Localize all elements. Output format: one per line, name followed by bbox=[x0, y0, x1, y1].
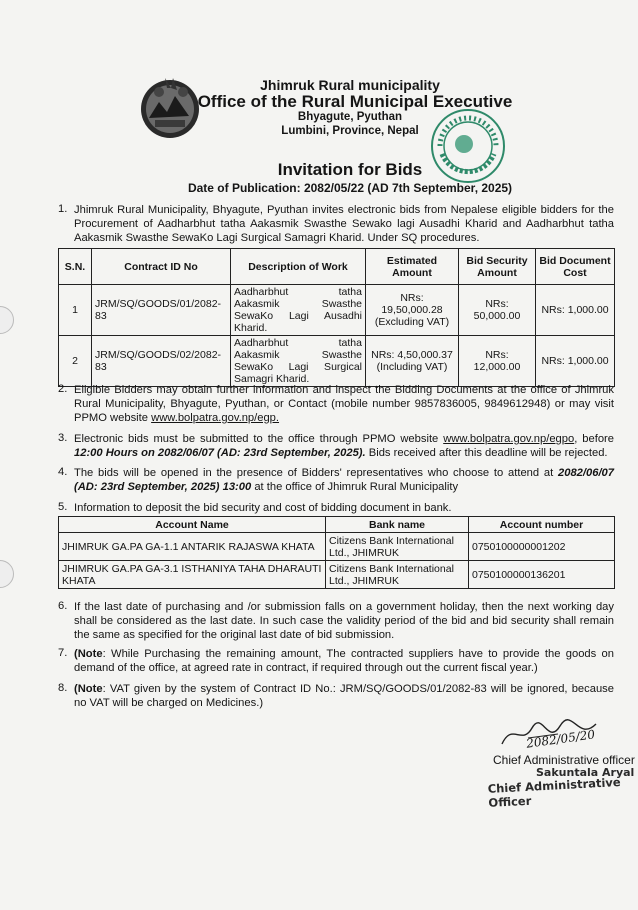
stamp-title: Chief Administrative Officer bbox=[487, 774, 621, 810]
table-row bbox=[59, 561, 615, 589]
bid-table-header bbox=[59, 249, 615, 285]
cell: 0750100000001202 bbox=[469, 533, 615, 561]
cell: JHIMRUK GA.PA GA-3.1 ISTHANIYA TAHA DHARAUTI KHATA bbox=[59, 561, 326, 589]
item-1-text: Jhimruk Rural Municipality, Bhyagute, Pyuthan invites electronic bids from Nepalese eligible bidders for the Procurement of Aadharbhut tatha Aakasmik Swasthe Sewako lagi Ausadhi Kharid and Aadharbhut tatha Aakasmik Swasthe SewaKo Lagi Surgical Samagri Kharid. Under SQ procedures. bbox=[74, 204, 614, 244]
cell: Citizens Bank International Ltd., JHIMRUK bbox=[326, 533, 469, 561]
ppmo-link[interactable]: www.bolpatra.gov.np/egp. bbox=[151, 412, 280, 424]
publication-date: Date of Publication: 2082/05/22 (AD 7th September, 2025) bbox=[187, 181, 513, 195]
item-7-text bbox=[74, 647, 614, 675]
cell: NRs: 19,50,000.28 (Excluding VAT) bbox=[366, 285, 459, 336]
col-bank-name: Bank name bbox=[326, 517, 469, 533]
col-sn: S.N. bbox=[59, 249, 92, 285]
cell: 2 bbox=[59, 336, 92, 387]
col-description: Description of Work bbox=[231, 249, 366, 285]
table-row bbox=[59, 533, 615, 561]
item-8-body: : VAT given by the system of Contract ID No.: JRM/SQ/GOODS/01/2082-83 will be ignored, because no VAT will be charged on Medicines.) bbox=[74, 683, 614, 709]
org-name: Jhimruk Rural municipality bbox=[260, 77, 440, 93]
item-4-body-a: The bids will be opened in the presence of Bidders' representatives who choose to attend at bbox=[74, 467, 558, 479]
item-3-body-a: Electronic bids must be submitted to the office through PPMO website bbox=[74, 433, 444, 445]
office-name: Office of the Rural Municipal Executive bbox=[197, 92, 513, 111]
item-3-body-c: Bids received after this deadline will be rejected. bbox=[365, 447, 608, 459]
address-line-1: Bhyagute, Pyuthan bbox=[297, 111, 403, 123]
item-4-body-c: at the office of Jhimruk Rural Municipality bbox=[251, 481, 459, 493]
cell: NRs: 50,000.00 bbox=[459, 285, 536, 336]
item-6-text: If the last date of purchasing and /or submission falls on a government holiday, then the next working day shall be considered as the last date. In such case the validity period of the bid and bid security shall remain the same as specified for the original last date of bid submission. bbox=[74, 601, 614, 641]
page-title: Invitation for Bids bbox=[277, 160, 423, 179]
cell: Aadharbhut tatha Aakasmik Swasthe SewaKo Lagi Ausadhi Kharid. bbox=[231, 285, 366, 336]
cell: Aadharbhut tatha Aakasmik Swasthe SewaKo Lagi Surgical Samagri Kharid. bbox=[231, 336, 366, 387]
cell: 1 bbox=[59, 285, 92, 336]
item-4-number: 4. bbox=[58, 466, 68, 478]
item-7-number: 7. bbox=[58, 647, 68, 659]
bid-table bbox=[58, 248, 615, 387]
item-1-number: 1. bbox=[58, 203, 68, 215]
item-2-body: Eligible Bidders may obtain further information and inspect the Bidding Documents at the office of Jhimruk Rural Municipality, Bhyagute, Pyuthan, or Contact (mobile number 9857836005, 9849612948) or may visit PPMO website bbox=[74, 384, 614, 424]
item-3-number: 3. bbox=[58, 432, 68, 444]
item-5-number: 5. bbox=[58, 501, 68, 513]
item-8-text bbox=[74, 682, 614, 710]
signature-date: 2082/05/20 bbox=[525, 727, 596, 751]
item-3-body-b: , before bbox=[574, 433, 614, 445]
stamp-name: Sakuntala Aryal bbox=[536, 766, 635, 779]
item-8-number: 8. bbox=[58, 682, 68, 694]
item-3-text bbox=[74, 432, 614, 460]
opening-date: 2082/06/07 (AD: 23rd September, 2025) 13:00 bbox=[74, 467, 614, 493]
submission-deadline: 12:00 Hours on 2082/06/07 (AD: 23rd September, 2025). bbox=[74, 447, 366, 459]
table-row bbox=[59, 336, 615, 387]
cell: JRM/SQ/GOODS/01/2082-83 bbox=[92, 285, 231, 336]
punch-hole bbox=[0, 560, 14, 588]
col-contract-id: Contract ID No bbox=[92, 249, 231, 285]
signatory-title: Chief Administrative officer bbox=[493, 753, 635, 767]
cell: 0750100000136201 bbox=[469, 561, 615, 589]
col-bid-security: Bid Security Amount bbox=[459, 249, 536, 285]
egpo-link[interactable]: www.bolpatra.gov.np/egpo bbox=[443, 433, 575, 445]
item-7-note: (Note bbox=[74, 648, 103, 660]
cell: NRs: 1,000.00 bbox=[536, 285, 615, 336]
bank-table bbox=[58, 516, 615, 589]
item-2-number: 2. bbox=[58, 383, 68, 395]
item-5-text: Information to deposit the bid security and cost of bidding document in bank. bbox=[74, 502, 452, 514]
punch-hole bbox=[0, 306, 14, 334]
col-document-cost: Bid Document Cost bbox=[536, 249, 615, 285]
cell: NRs: 1,000.00 bbox=[536, 336, 615, 387]
item-6-number: 6. bbox=[58, 600, 68, 612]
bank-table-header bbox=[59, 517, 615, 533]
address-line-2: Lumbini, Province, Nepal bbox=[281, 125, 419, 137]
col-account-name: Account Name bbox=[59, 517, 326, 533]
cell: NRs: 12,000.00 bbox=[459, 336, 536, 387]
item-7-body: : While Purchasing the remaining amount, The contracted suppliers have to provide the goods on demand of the office, at agreed rate in contract, if required through out the current fiscal year.) bbox=[74, 648, 614, 674]
col-account-number: Account number bbox=[469, 517, 615, 533]
item-4-text bbox=[74, 466, 614, 494]
cell: JHIMRUK GA.PA GA-1.1 ANTARIK RAJASWA KHATA bbox=[59, 533, 326, 561]
col-estimated-amount: Estimated Amount bbox=[366, 249, 459, 285]
item-8-note: (Note bbox=[74, 683, 103, 695]
cell: JRM/SQ/GOODS/02/2082-83 bbox=[92, 336, 231, 387]
item-2-text bbox=[74, 383, 614, 425]
cell: NRs: 4,50,000.37 (Including VAT) bbox=[366, 336, 459, 387]
cell: Citizens Bank International Ltd., JHIMRUK bbox=[326, 561, 469, 589]
table-row bbox=[59, 285, 615, 336]
